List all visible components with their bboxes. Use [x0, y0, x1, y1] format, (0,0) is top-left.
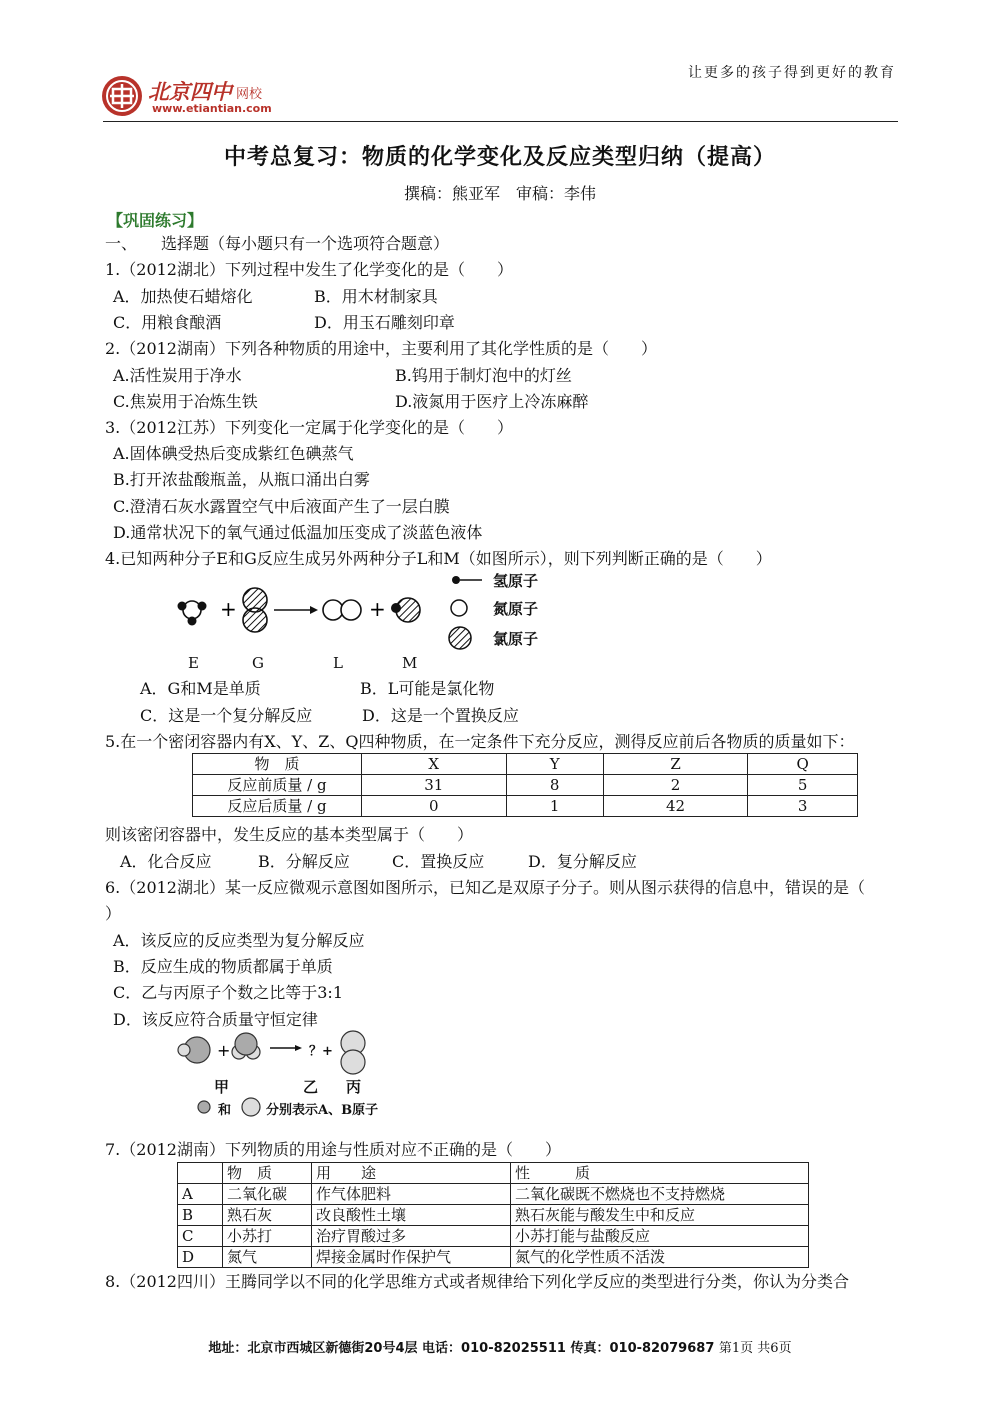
- svg-text:+: +: [220, 597, 237, 621]
- q2-option-d: D.液氮用于医疗上冷冻麻醉: [395, 392, 589, 411]
- label-bing: 丙: [346, 1078, 362, 1096]
- q3-option-a: A.固体碘受热后变成紫红色碘蒸气: [113, 444, 354, 463]
- q5-stem: 5.在一个密闭容器内有X、Y、Z、Q四种物质，在一定条件下充分反应，测得反应前后各物质的质量如下：: [105, 732, 855, 751]
- table-cell: 31: [362, 775, 507, 796]
- table-cell: Y: [506, 754, 603, 775]
- table-cell: B: [178, 1205, 223, 1226]
- table-row: [178, 1163, 809, 1184]
- table-cell: Z: [603, 754, 748, 775]
- table-cell: 1: [506, 796, 603, 817]
- table-cell: 改良酸性土壤: [312, 1205, 511, 1226]
- header-divider: [103, 121, 898, 122]
- q6-option-b: B．反应生成的物质都属于单质: [113, 957, 333, 976]
- table-cell: Q: [748, 754, 858, 775]
- q1-option-a: A．加热使石蜡熔化: [113, 287, 253, 306]
- table-cell: A: [178, 1184, 223, 1205]
- svg-text:+: +: [217, 1041, 231, 1060]
- table-cell: 小苏打能与盐酸反应: [511, 1226, 809, 1247]
- q3-stem: 3.（2012江苏）下列变化一定属于化学变化的是（ ）: [105, 418, 513, 437]
- q4-option-b: B．L可能是氯化物: [360, 679, 495, 698]
- q6-option-a: A．该反应的反应类型为复分解反应: [113, 931, 365, 950]
- q4-stem: 4.已知两种分子E和G反应生成另外两种分子L和M（如图所示），则下列判断正确的是（ ）: [105, 549, 772, 568]
- table-row: [178, 1247, 809, 1268]
- legend-cl-icon: [449, 627, 471, 649]
- legend-h-label: 氢原子: [493, 572, 539, 590]
- table-cell: 2: [603, 775, 748, 796]
- logo-url: www.etiantian.com: [152, 102, 272, 115]
- q6-stem: 6.（2012湖北）某一反应微观示意图如图所示，已知乙是双原子分子。则从图示获得的信息中，错误的是（: [105, 878, 865, 897]
- table-row: [178, 1226, 809, 1247]
- molecule-g: [243, 588, 267, 632]
- section-heading: 【巩固练习】: [107, 211, 204, 230]
- slogan: 让更多的孩子得到更好的教育: [688, 65, 896, 81]
- label-yi: 乙: [303, 1078, 319, 1096]
- table-cell: C: [178, 1226, 223, 1247]
- q4-option-d: D．这是一个置换反应: [362, 706, 519, 725]
- q5-option-d: D．复分解反应: [528, 852, 637, 871]
- q1-option-b: B．用木材制家具: [314, 287, 438, 306]
- molecule-jia: [178, 1037, 210, 1063]
- table-cell: 熟石灰: [223, 1205, 312, 1226]
- logo-emblem-icon: [100, 74, 144, 118]
- legend-a-icon: [198, 1101, 210, 1113]
- q3-option-d: D.通常状况下的氧气通过低温加压变成了淡蓝色液体: [113, 523, 483, 542]
- table-cell: 用 途: [312, 1163, 511, 1184]
- q6-option-d: D．该反应符合质量守恒定律: [113, 1010, 318, 1029]
- q1-stem: 1.（2012湖北）下列过程中发生了化学变化的是（ ）: [105, 260, 513, 279]
- footer-address: 地址：北京市西城区新德街20号4层 电话：010-82025511 传真：010-82079687: [208, 1341, 715, 1356]
- q4-option-c: C．这是一个复分解反应: [140, 706, 313, 725]
- table-cell: 8: [506, 775, 603, 796]
- table-cell: 物 质: [193, 754, 362, 775]
- table-cell: 氮气: [223, 1247, 312, 1268]
- footer-page: 第1页 共6页: [718, 1341, 792, 1356]
- label-l: L: [333, 654, 343, 672]
- authors: 撰稿：熊亚军 审稿：李伟: [403, 184, 596, 203]
- molecule-bing: [341, 1031, 365, 1074]
- q5-option-b: B．分解反应: [258, 852, 350, 871]
- table-cell: 熟石灰能与酸发生中和反应: [511, 1205, 809, 1226]
- part-heading: 一、 选择题（每小题只有一个选项符合题意）: [105, 234, 450, 253]
- q6-stem-cont: ）: [105, 904, 122, 923]
- q1-option-c: C．用粮食酿酒: [113, 313, 222, 332]
- table-row: [178, 1205, 809, 1226]
- q2-option-a: A.活性炭用于净水: [113, 366, 242, 385]
- legend-cl-label: 氯原子: [493, 630, 539, 648]
- table-row: [193, 775, 858, 796]
- page-title: 中考总复习：物质的化学变化及反应类型归纳（提高）: [223, 145, 776, 170]
- table-cell: 焊接金属时作保护气: [312, 1247, 511, 1268]
- legend-n-icon: [451, 600, 467, 616]
- legend-text: 分别表示A、B原子: [266, 1103, 379, 1118]
- table-cell: 小苏打: [223, 1226, 312, 1247]
- table-cell: D: [178, 1247, 223, 1268]
- table-cell: 性 质: [511, 1163, 809, 1184]
- q3-option-c: C.澄清石灰水露置空气中后液面产生了一层白膜: [113, 497, 450, 516]
- table-cell: 42: [603, 796, 748, 817]
- q5-table: [192, 753, 858, 817]
- molecule-yi: [232, 1033, 260, 1059]
- table-cell: 氮气的化学性质不活泼: [511, 1247, 809, 1268]
- logo-suffix: 网校: [236, 87, 263, 102]
- table-cell: 反应后质量 / g: [193, 796, 362, 817]
- q2-option-b: B.钨用于制灯泡中的灯丝: [395, 366, 572, 385]
- table-cell: 作气体肥料: [312, 1184, 511, 1205]
- q3-option-b: B.打开浓盐酸瓶盖，从瓶口涌出白雾: [113, 470, 370, 489]
- legend-he: 和: [218, 1103, 232, 1118]
- table-cell: [178, 1163, 223, 1184]
- legend-n-label: 氮原子: [493, 600, 539, 618]
- q6-qmarks: ？+: [309, 1044, 333, 1059]
- label-m: M: [402, 654, 418, 672]
- q5-after: 则该密闭容器中，发生反应的基本类型属于（ ）: [105, 825, 474, 844]
- table-cell: 物 质: [223, 1163, 312, 1184]
- label-jia: 甲: [214, 1078, 230, 1096]
- table-cell: 二氧化碳: [223, 1184, 312, 1205]
- table-cell: 3: [748, 796, 858, 817]
- table-cell: 治疗胃酸过多: [312, 1226, 511, 1247]
- molecule-m: [391, 598, 420, 622]
- label-g: G: [252, 654, 264, 672]
- q4-option-a: A．G和M是单质: [140, 679, 261, 698]
- table-cell: 0: [362, 796, 507, 817]
- q5-option-a: A．化合反应: [120, 852, 212, 871]
- label-e: E: [188, 654, 199, 672]
- svg-text:+: +: [369, 597, 386, 621]
- q5-option-c: C．置换反应: [392, 852, 485, 871]
- q1-option-d: D．用玉石雕刻印章: [314, 313, 455, 332]
- footer: [0, 1337, 1000, 1356]
- logo: [100, 74, 300, 118]
- logo-name: 北京四中: [148, 79, 232, 104]
- q2-stem: 2.（2012湖南）下列各种物质的用途中，主要利用了其化学性质的是（ ）: [105, 339, 657, 358]
- molecule-l: [323, 600, 361, 620]
- q7-stem: 7.（2012湖南）下列物质的用途与性质对应不正确的是（ ）: [105, 1140, 561, 1159]
- table-row: [193, 796, 858, 817]
- table-cell: 二氧化碳既不燃烧也不支持燃烧: [511, 1184, 809, 1205]
- q2-option-c: C.焦炭用于冶炼生铁: [113, 392, 258, 411]
- table-row: [193, 754, 858, 775]
- table-cell: X: [362, 754, 507, 775]
- q7-table: [177, 1162, 809, 1268]
- table-cell: 5: [748, 775, 858, 796]
- molecule-e: [178, 601, 207, 626]
- legend-b-icon: [242, 1098, 260, 1116]
- table-cell: 反应前质量 / g: [193, 775, 362, 796]
- q6-option-c: C．乙与丙原子个数之比等于3:1: [113, 983, 343, 1002]
- table-row: [178, 1184, 809, 1205]
- q8-stem: 8.（2012四川）王腾同学以不同的化学思维方式或者规律给下列化学反应的类型进行分类，你认为分类合: [105, 1272, 849, 1291]
- legend-h-icon: [452, 576, 460, 584]
